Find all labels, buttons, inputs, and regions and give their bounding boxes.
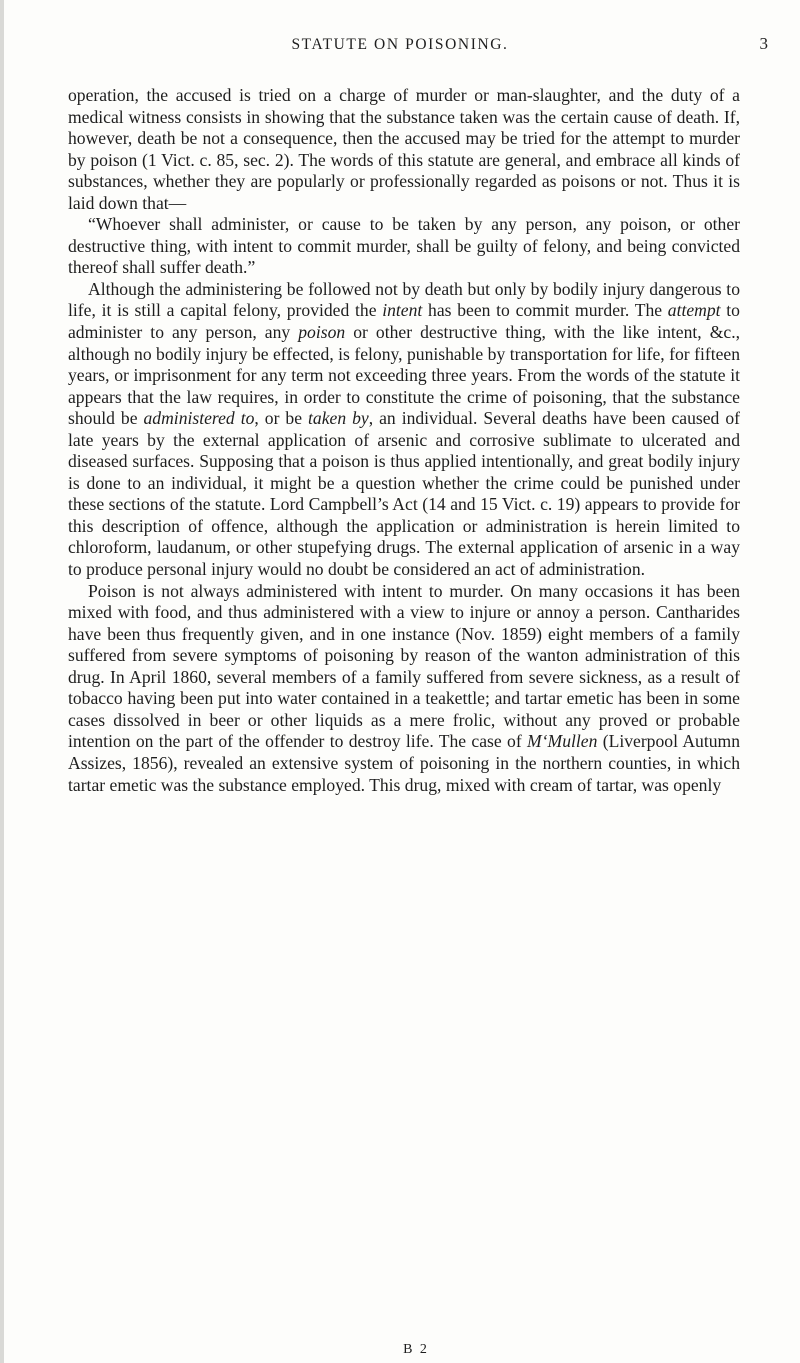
italic-phrase: attempt: [667, 300, 721, 321]
text-run: Although the administering be followed not by death but only by bodily injury dangerous to life, it is still a capital felony, provided the: [68, 278, 740, 321]
text-run: to administer to any person, any: [68, 300, 740, 343]
paragraph-1: [68, 85, 740, 214]
text-run: has been to commit murder. The: [422, 300, 668, 321]
text-run: , or be: [254, 408, 309, 429]
paragraph-2-quotation: [68, 214, 740, 279]
text-run: (Liverpool Autumn Assizes, 1856), revealed an extensive system of poisoning in the northern counties, in which tartar emetic was the substance employed. This drug, mixed with cream of tartar, was openly: [68, 731, 740, 795]
italic-phrase: taken by: [308, 408, 369, 429]
running-title: STATUTE ON POISONING.: [291, 36, 509, 53]
text-run: operation, the accused is tried on a charge of murder or man-slaughter, and the duty of a medical witness consists in showing that the substance taken was the certain cause of death. If, however, death be not a consequence, then the accused may be tried for the attempt to murder by poison (1 Vict. c. 85, sec. 2). The words of this statute are general, and embrace all kinds of substances, whether they are popularly or professionally regarded as poisons or not. Thus it is laid down that—: [68, 85, 740, 213]
text-run: “Whoever shall administer, or cause to be taken by any person, any poison, or other destructive thing, with intent to commit murder, shall be guilty of felony, and being convicted thereof shall suffer death.”: [68, 214, 740, 278]
italic-phrase: intent: [382, 300, 423, 321]
text-run: or other destructive thing, with the like intent, &c., although no bodily injury be effected, is felony, punishable by transportation for life, for fifteen years, or imprisonment for any term not exceeding three years. From the words of the statute it appears that the law requires, in order to constitute the crime of poisoning, that the substance should be: [68, 322, 740, 429]
paragraph-3: [68, 279, 740, 581]
signature-mark: B 2: [403, 1342, 429, 1357]
text-run: Poison is not always administered with intent to murder. On many occasions it has been mixed with food, and thus administered with a view to injure or annoy a person. Cantharides have been thus frequently given, and in one instance (Nov. 1859) eight members of a family suffered from severe symptoms of poisoning by reason of the wanton administration of this drug. In April 1860, several members of a family suffered from severe sickness, as a result of tobacco having been put into water contained in a teakettle; and tartar emetic has been in some cases dissolved in beer or other liquids as a mere frolic, without any proved or probable intention on the part of the offender to destroy life. The case of: [68, 580, 740, 752]
italic-phrase: administered to: [143, 408, 255, 429]
paragraph-4: [68, 581, 740, 796]
italic-phrase: M‘Mullen: [527, 731, 598, 752]
page-edge-shadow: [0, 0, 4, 1363]
running-head: [0, 34, 800, 56]
italic-phrase: poison: [298, 322, 346, 343]
text-run: , an individual. Several deaths have been caused of late years by the external application of arsenic and corrosive sublimate to ulcerated and diseased surfaces. Supposing that a poison is thus applied intentionally, and great bodily injury is done to an individual, it might be a question whether the crime could be punished under these sections of the statute. Lord Campbell’s Act (14 and 15 Vict. c. 19) appears to provide for this description of offence, although the application or administration is herein limited to chloroform, laudanum, or other stupefying drugs. The external application of arsenic in a way to produce personal injury would no doubt be considered an act of administration.: [68, 408, 740, 580]
page-number: 3: [759, 34, 768, 53]
body-text: [68, 85, 740, 796]
